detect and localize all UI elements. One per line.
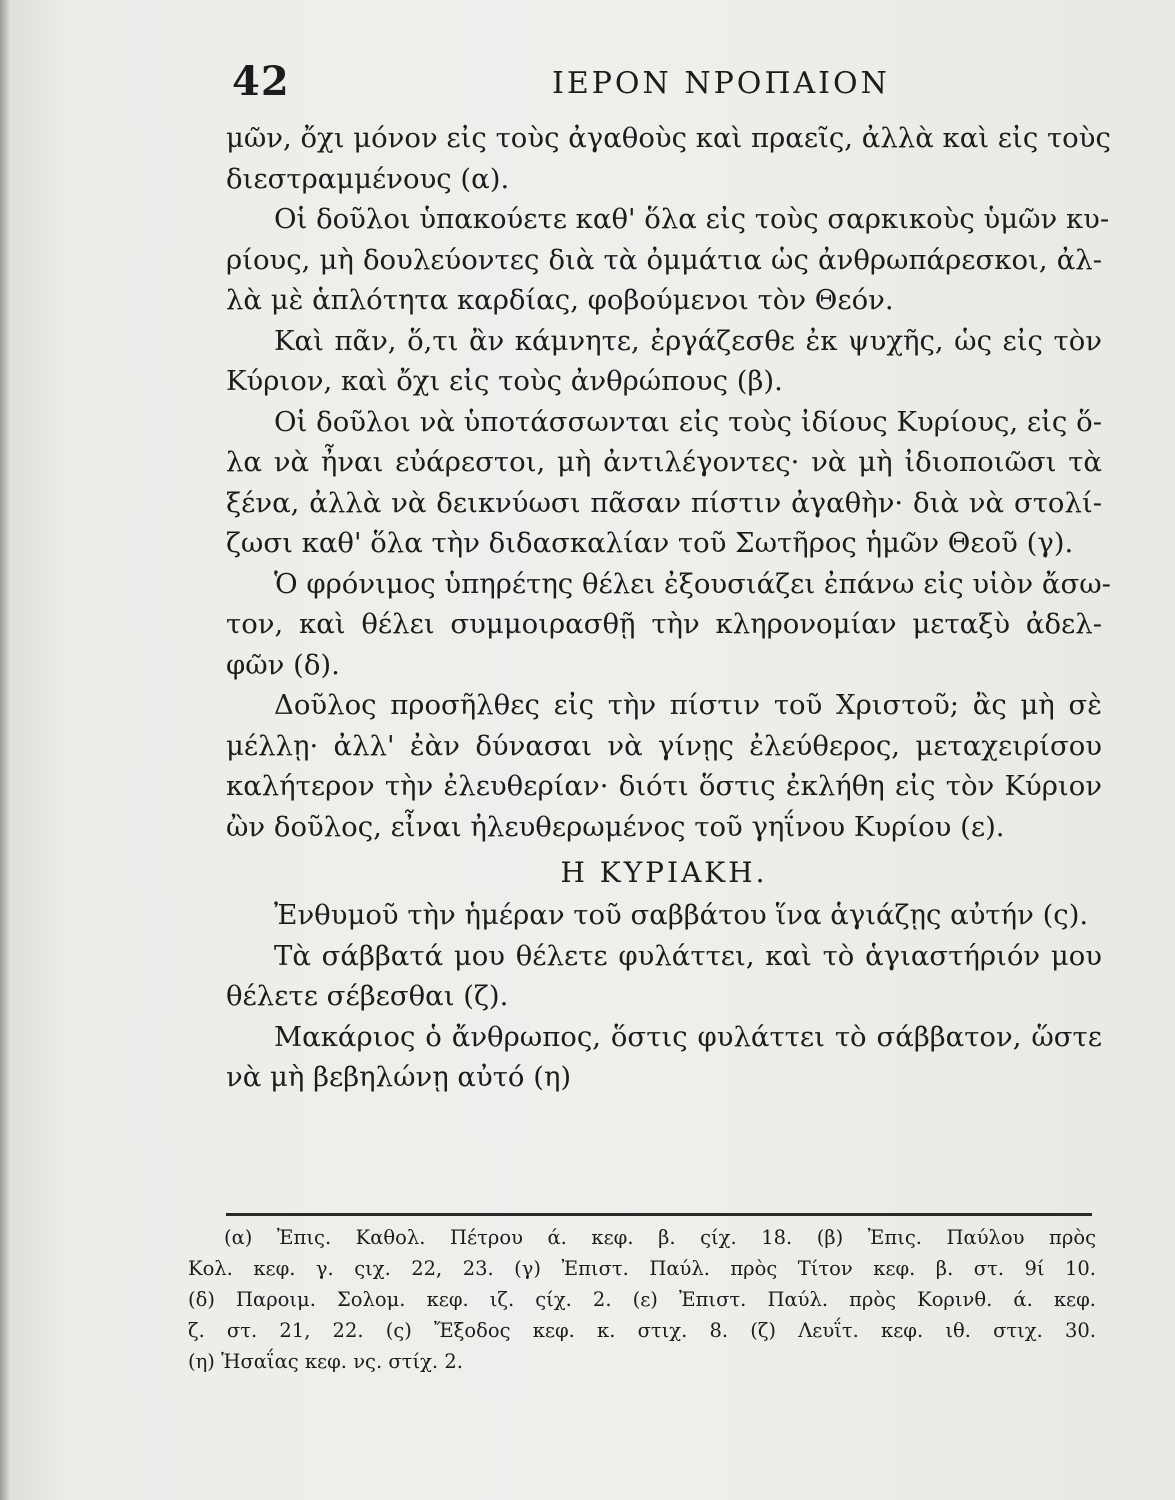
paragraph xyxy=(226,199,1110,321)
text-line: ζωσι καθ' ὅλα τὴν διδασκαλίαν τοῦ Σωτῆρος ἡμῶν Θεοῦ (γ). xyxy=(226,527,1074,559)
footnote-line: (δ) Παροιμ. Σολομ. κεφ. ιζ. ςίχ. 2. (ε) Ἐπιστ. Παύλ. πρὸς Κορινθ. ά. κεφ. xyxy=(188,1288,1096,1311)
text-line: Ἐνθυμοῦ τὴν ἡμέραν τοῦ σαββάτου ἵνα ἁγιάζῃς αὐτήν (ς). xyxy=(274,899,1089,931)
text-line: ξένα, ἀλλὰ νὰ δεικνύωσι πᾶσαν πίστιν ἀγαθὴν· διὰ νὰ στολί- xyxy=(226,486,1102,519)
text-line: μῶν, ὄχι μόνον εἰς τοὺς ἀγαθοὺς καὶ πραεῖς, ἀλλὰ καὶ εἰς τοὺς xyxy=(226,122,1111,154)
text-line: Μακάριος ὁ ἄνθρωπος, ὅστις φυλάττει τὸ σάββατον, ὥστε xyxy=(274,1020,1102,1053)
text-line: λὰ μὲ ἁπλότητα καρδίας, φοβούμενοι τὸν Θεόν. xyxy=(226,284,894,316)
running-title: ΙΕΡΟΝ ΝΡΟΠΑΙΟΝ xyxy=(552,66,890,101)
paragraph xyxy=(226,895,1102,936)
paragraph xyxy=(226,402,1102,564)
text-line: Καὶ πᾶν, ὅ,τι ἂν κάμνητε, ἐργάζεσθε ἐκ ψυχῆς, ὡς εἰς τὸν xyxy=(274,324,1102,357)
paragraph xyxy=(226,1017,1102,1098)
footnote-line: (α) Ἐπις. Καθολ. Πέτρου ά. κεφ. β. ςίχ. 18. (β) Ἐπις. Παύλου πρὸς xyxy=(224,1226,1096,1249)
text-line: νὰ μὴ βεβηλώνῃ αὐτό (η) xyxy=(226,1061,572,1093)
page-header xyxy=(232,58,1092,106)
page-number: 42 xyxy=(232,58,290,105)
paragraph xyxy=(226,321,1102,402)
body-text xyxy=(226,118,1111,1098)
text-line: λα νὰ ἦναι εὐάρεστοι, μὴ ἀντιλέγοντες· νὰ μὴ ἰδιοποιῶσι τὰ xyxy=(226,446,1102,478)
footnote-line: ζ. στ. 21, 22. (ς) Ἔξοδος κεφ. κ. στιχ. 8. (ζ) Λευΐτ. κεφ. ιθ. στιχ. 30. xyxy=(188,1319,1096,1342)
paragraphs-before xyxy=(226,118,1111,847)
paragraph xyxy=(226,564,1111,686)
footnotes xyxy=(188,1222,1096,1377)
text-line: διεστραμμένους (α). xyxy=(226,162,510,195)
paragraph xyxy=(226,936,1102,1017)
paragraphs-after xyxy=(226,895,1102,1098)
section-heading: Η ΚΥΡΙΑΚΗ. xyxy=(560,856,768,889)
text-line: Τὰ σάββατά μου θέλετε φυλάττει, καὶ τὸ ἁγιαστήριόν μου xyxy=(274,939,1102,972)
text-line: Κύριον, καὶ ὄχι εἰς τοὺς ἀνθρώπους (β). xyxy=(226,365,783,397)
page-gutter-shadow xyxy=(0,0,10,1500)
text-line: Οἱ δοῦλοι ὑπακούετε καθ' ὅλα εἰς τοὺς σαρκικοὺς ὑμῶν κυ- xyxy=(274,203,1110,235)
text-line: μέλλῃ· ἀλλ' ἐὰν δύνασαι νὰ γίνῃς ἐλεύθερος, μεταχειρίσου xyxy=(226,729,1102,762)
text-line: Δοῦλος προσῆλθες εἰς τὴν πίστιν τοῦ Χριστοῦ; ἂς μὴ σὲ xyxy=(274,689,1102,721)
footnote-rule xyxy=(226,1213,1092,1216)
text-line: φῶν (δ). xyxy=(226,648,340,681)
text-line: ὢν δοῦλος, εἶναι ἠλευθερωμένος τοῦ γηΐνου Κυρίου (ε). xyxy=(226,810,1005,843)
paragraph xyxy=(226,118,1111,199)
text-line: τον, καὶ θέλει συμμοιρασθῇ τὴν κληρονομίαν μεταξὺ ἀδελ- xyxy=(226,608,1102,640)
text-line: Οἱ δοῦλοι νὰ ὑποτάσσωνται εἰς τοὺς ἰδίους Κυρίους, εἰς ὅ- xyxy=(274,405,1102,438)
footnote-line: Κολ. κεφ. γ. ςιχ. 22, 23. (γ) Ἐπιστ. Παύλ. πρὸς Τίτον κεφ. β. στ. 9ί 10. xyxy=(188,1257,1096,1280)
paragraph xyxy=(226,685,1102,847)
text-line: καλήτερον τὴν ἐλευθερίαν· διότι ὅστις ἐκλήθη εἰς τὸν Κύριον xyxy=(226,770,1102,802)
text-line: ρίους, μὴ δουλεύοντες διὰ τὰ ὀμμάτια ὡς ἀνθρωπάρεσκοι, ἀλ- xyxy=(226,243,1102,276)
text-line: θέλετε σέβεσθαι (ζ). xyxy=(226,980,509,1012)
footnote-line: (η) Ἡσαΐας κεφ. νς. στίχ. 2. xyxy=(188,1350,463,1373)
text-line: Ὁ φρόνιμος ὑπηρέτης θέλει ἐξουσιάζει ἐπάνω εἰς υἱὸν ἄσω- xyxy=(274,567,1111,600)
